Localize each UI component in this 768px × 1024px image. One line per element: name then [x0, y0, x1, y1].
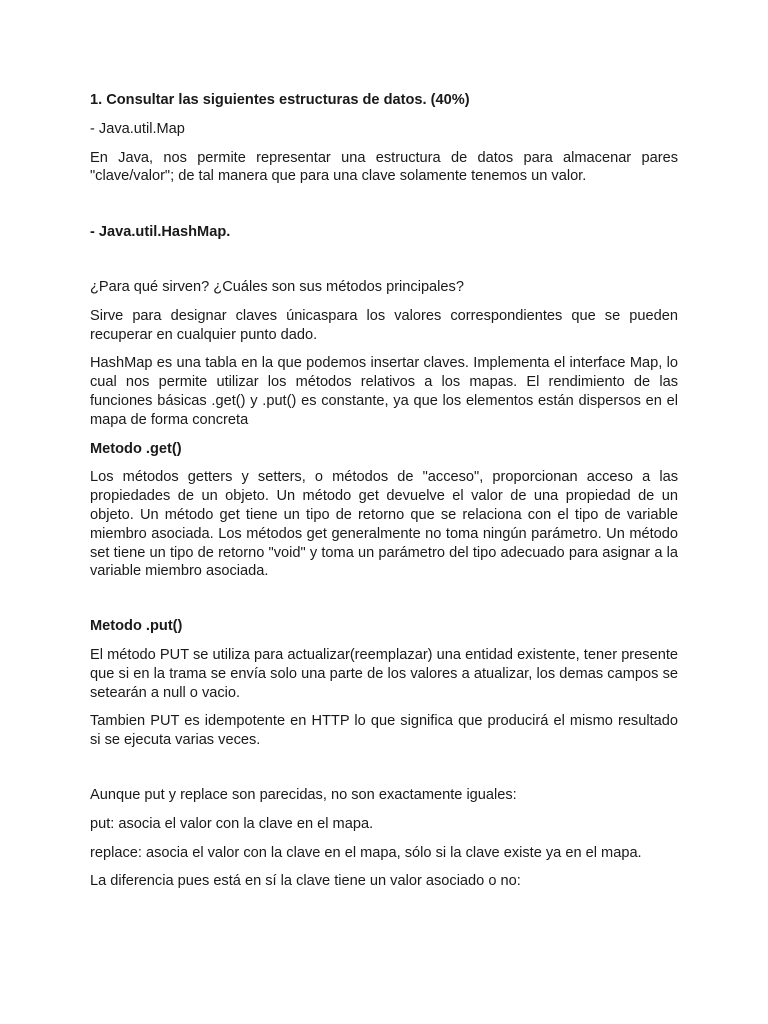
hashmap-description: HashMap es una tabla en la que podemos insertar claves. Implementa el interface Map, lo cual nos permite utilizar los métodos relativos a los mapas. El rendimiento de las funciones básicas .get() y .put() es constante, ya que los elementos están dispersos en el mapa de forma concreta — [90, 355, 678, 428]
comparison-intro: Aunque put y replace son parecidas, no son exactamente iguales: — [90, 786, 517, 803]
put-definition: put: asocia el valor con la clave en el mapa. — [90, 815, 374, 832]
question-text: ¿Para qué sirven? ¿Cuáles son sus métodos principales? — [90, 278, 464, 295]
map-description: En Java, nos permite representar una estructura de datos para almacenar pares "clave/valor"; de tal manera que para una clave solamente tenemos un valor. — [90, 149, 678, 185]
difference-text: La diferencia pues está en sí la clave tiene un valor asociado o no: — [90, 873, 521, 890]
put-heading: Metodo .put() — [90, 618, 183, 635]
get-heading: Metodo .get() — [90, 440, 182, 457]
put-description: El método PUT se utiliza para actualizar(reemplazar) una entidad existente, tener presente que si en la trama se envía solo una parte de los valores a atualizar, los demas campos se setearán a null o vacio. — [90, 646, 678, 701]
section-heading: 1. Consultar las siguientes estructuras de datos. (40%) — [90, 92, 470, 108]
get-description: Los métodos getters y setters, o métodos de "acceso", proporcionan acceso a las propiedades de un objeto. Un método get devuelve el valor de una propiedad de un objeto. Un método get tiene un tipo de retorno que se relaciona con el tipo de variable miembro asociada. Los métodos get generalmente no toma ningún parámetro. Un método set tiene un tipo de retorno "void" y toma un parámetro del tipo adecuado para asignar a la variable miembro asociada. — [90, 469, 678, 580]
hashmap-heading: - Java.util.HashMap. — [90, 224, 231, 241]
put-idempotent-paragraph: Tambien PUT es idempotente en HTTP lo que significa que producirá el mismo resultado si se ejecuta varias veces. — [90, 713, 678, 749]
replace-definition: replace: asocia el valor con la clave en el mapa, sólo si la clave existe ya en el mapa. — [90, 844, 642, 861]
purpose-paragraph: Sirve para designar claves únicaspara los valores correspondientes que se pueden recuperar en cualquier punto dado. — [90, 307, 678, 343]
document-page — [90, 91, 678, 891]
map-item: - Java.util.Map — [90, 120, 185, 137]
